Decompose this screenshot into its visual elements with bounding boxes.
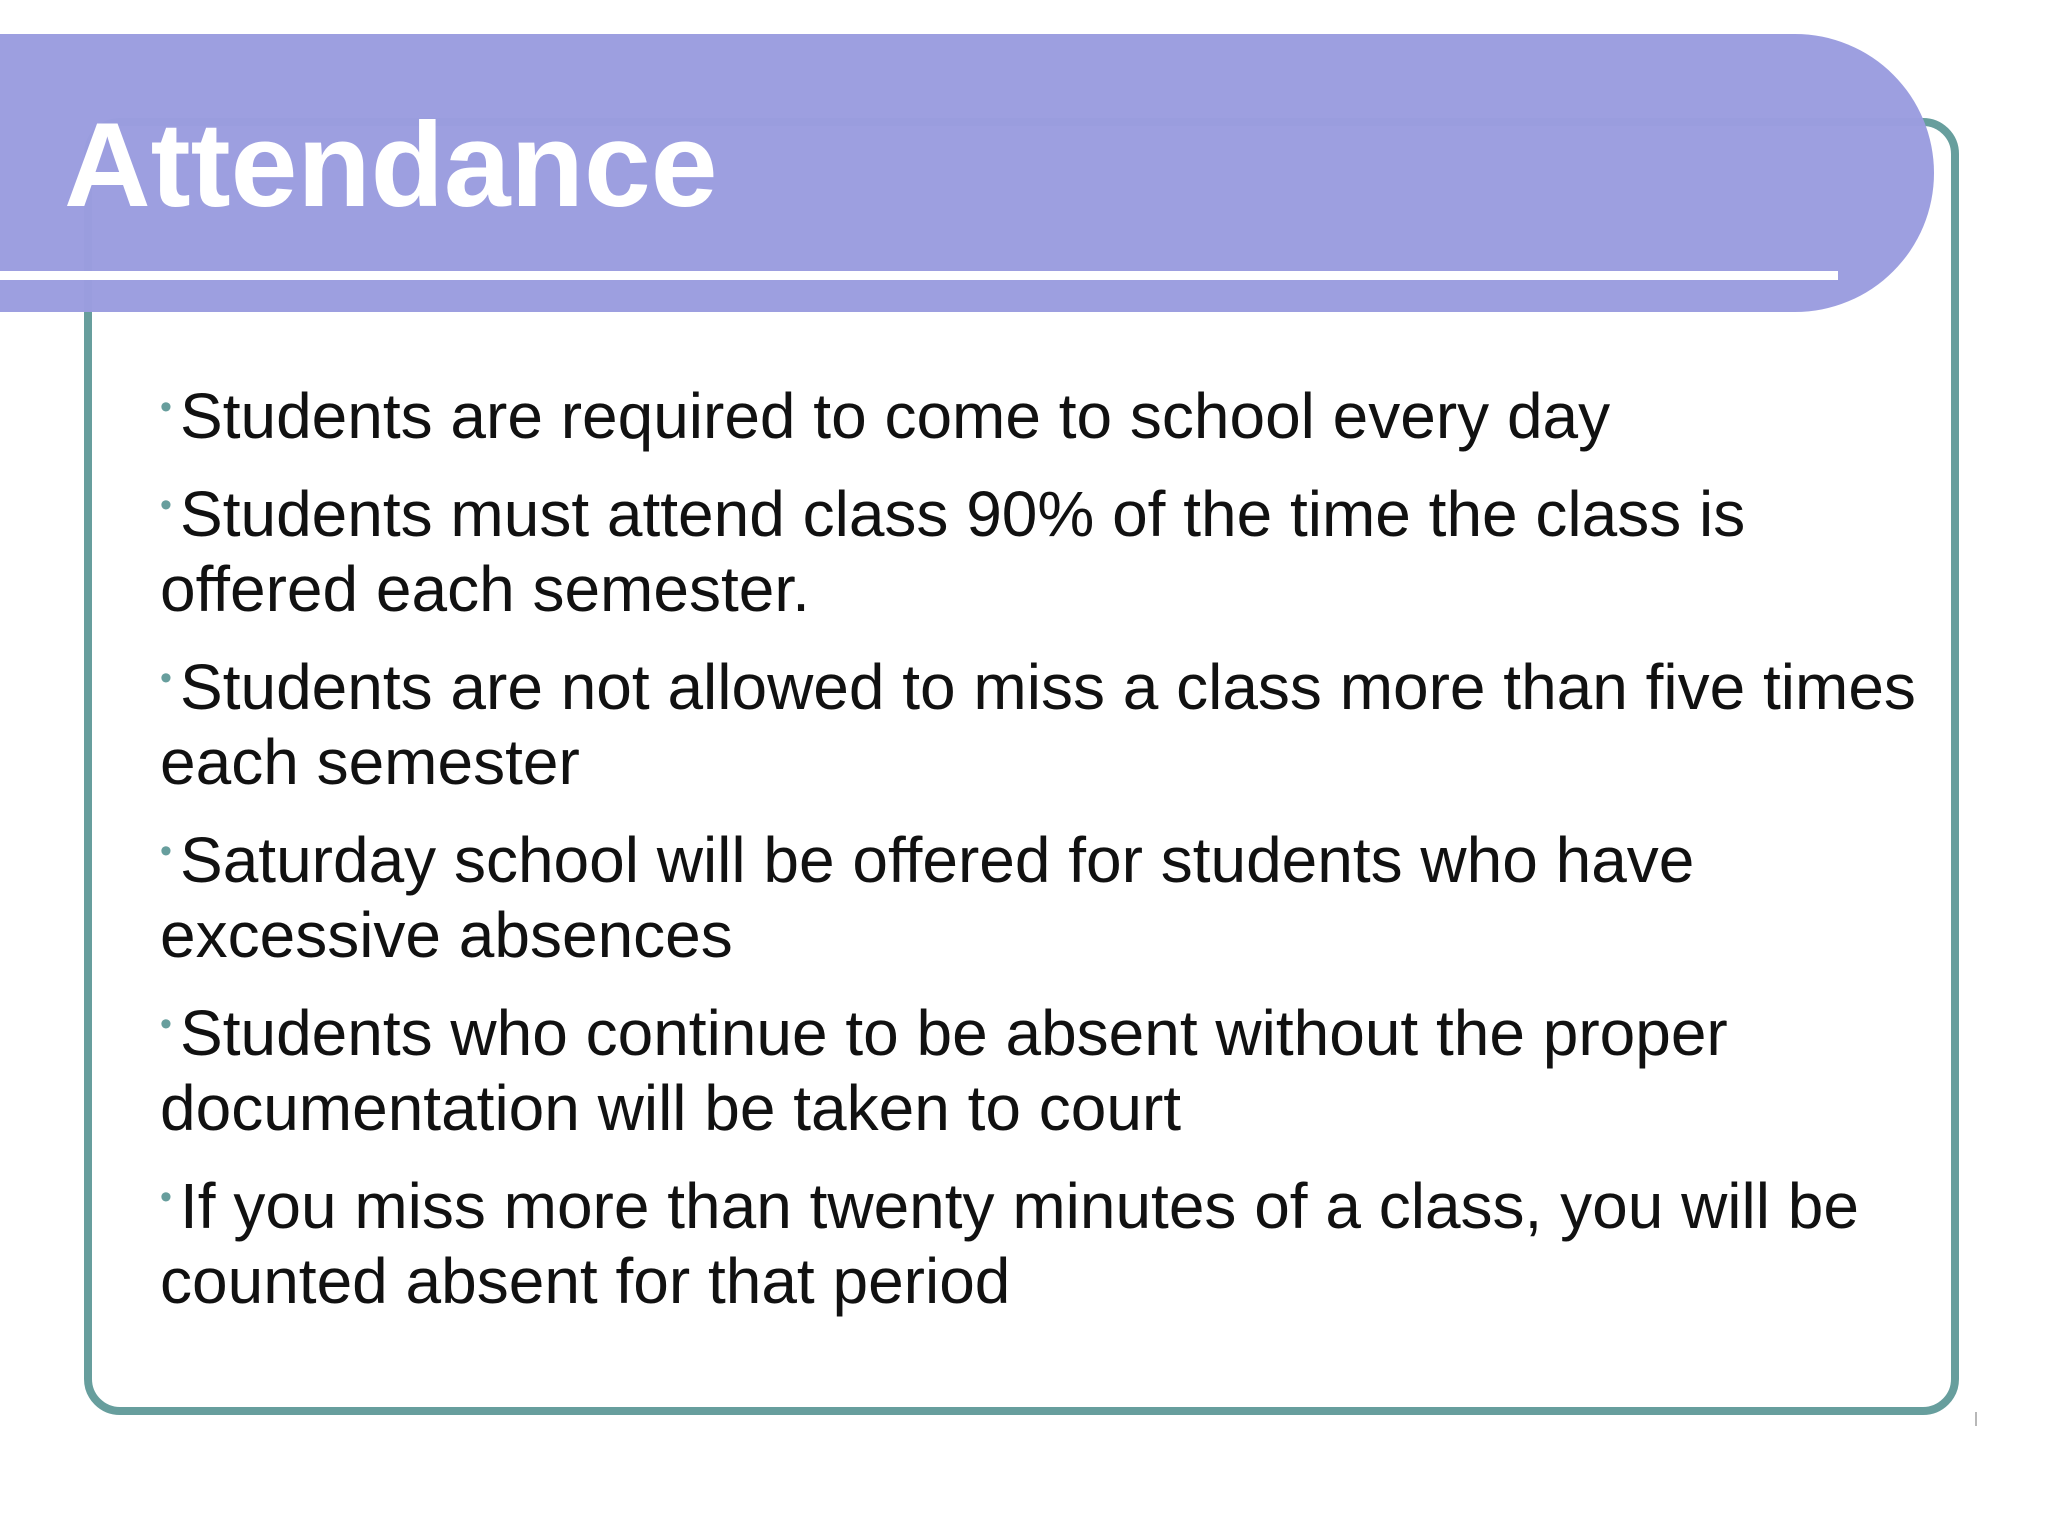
bullet-text: Saturday school will be offered for students who have excessive absences <box>160 824 1695 971</box>
bullet-icon: • <box>160 1005 172 1043</box>
title-divider <box>0 271 1838 280</box>
bullet-text: Students who continue to be absent without the proper documentation will be taken to court <box>160 997 1728 1144</box>
bullet-item <box>160 814 1920 973</box>
bullet-item <box>160 1160 1920 1319</box>
bullet-icon: • <box>160 388 172 426</box>
bullet-item <box>160 468 1920 627</box>
bullet-item <box>160 641 1920 800</box>
bullet-text: Students are not allowed to miss a class more than five times each semester <box>160 651 1916 798</box>
bullet-text: If you miss more than twenty minutes of a class, you will be counted absent for that period <box>160 1170 1859 1317</box>
bullet-icon: • <box>160 1178 172 1216</box>
slide-title: Attendance <box>64 98 718 232</box>
bullet-icon: • <box>160 486 172 524</box>
slide-corner-mark <box>1975 1412 1977 1426</box>
bullet-text: Students are required to come to school every day <box>180 380 1611 452</box>
bullet-list <box>160 370 1920 1333</box>
bullet-icon: • <box>160 659 172 697</box>
bullet-item <box>160 987 1920 1146</box>
bullet-text: Students must attend class 90% of the time the class is offered each semester. <box>160 478 1746 625</box>
bullet-icon: • <box>160 832 172 870</box>
bullet-item <box>160 370 1920 454</box>
